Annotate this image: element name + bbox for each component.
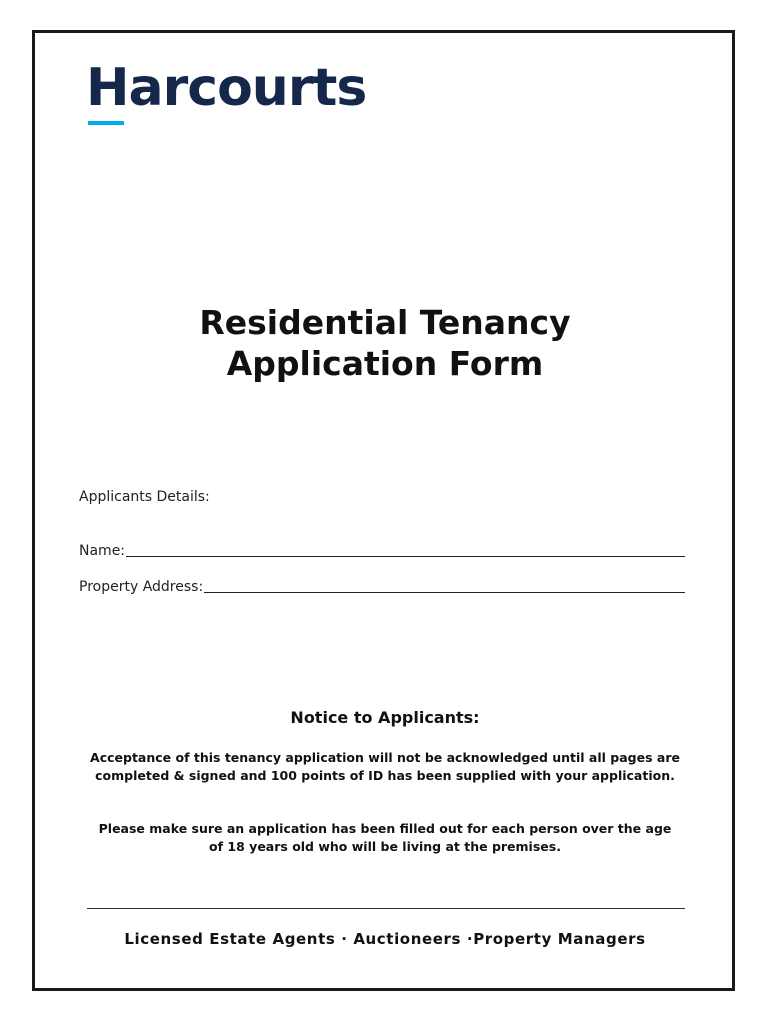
footer-divider (87, 908, 685, 909)
name-field[interactable] (79, 542, 685, 559)
logo-accent-bar (88, 121, 124, 125)
notice-heading: Notice to Applicants: (290, 708, 480, 727)
applicants-details-label: Applicants Details: (79, 489, 210, 505)
title-line-1: Residential Tenancy (199, 303, 571, 342)
title-line-2: Application Form (226, 344, 544, 383)
property-address-label: Property Address: (79, 579, 204, 595)
harcourts-logo: Harcourts (86, 58, 367, 118)
name-input-line[interactable] (126, 542, 685, 557)
property-address-field[interactable] (79, 578, 685, 595)
footer-tagline: Licensed Estate Agents · Auctioneers ·Property Managers (124, 930, 646, 948)
notice-paragraph-2: Please make sure an application has been filled out for each person over the age of 18 years old who will be living at the premises. (98, 821, 672, 854)
notice-paragraph-1: Acceptance of this tenancy application will not be acknowledged until all pages are completed & signed and 100 points of ID has been supplied with your application. (90, 750, 680, 783)
page-title (0, 302, 770, 384)
property-address-input-line[interactable] (204, 578, 685, 593)
name-label: Name: (79, 543, 126, 559)
